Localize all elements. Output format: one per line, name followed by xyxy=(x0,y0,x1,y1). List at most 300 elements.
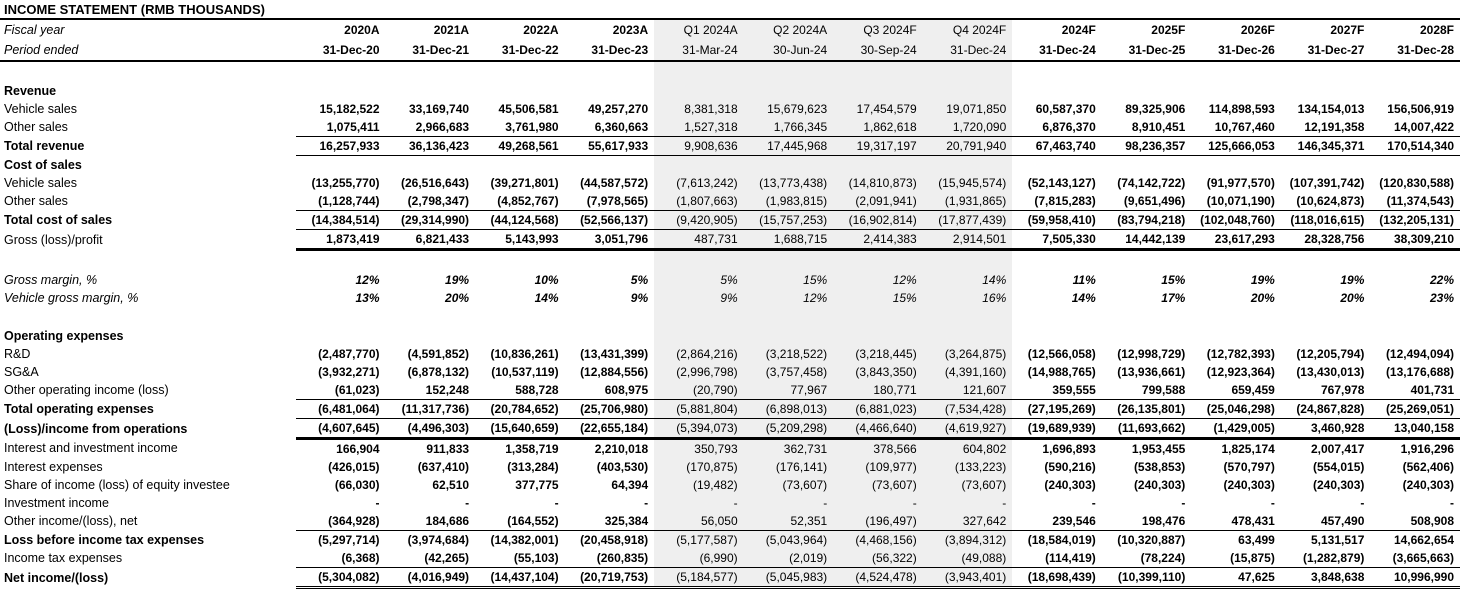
cell-value: (109,977) xyxy=(865,460,917,474)
column-header-date: 31-Mar-24 xyxy=(654,40,744,61)
fiscal-year-row xyxy=(0,20,1460,40)
cell-value xyxy=(296,307,386,327)
cell-value: (7,815,283) xyxy=(1012,192,1102,211)
cell-value xyxy=(1191,327,1281,345)
cell-value: (4,619,927) xyxy=(923,419,1013,439)
cell-value xyxy=(1191,61,1281,82)
cell-value: (538,853) xyxy=(1133,460,1186,474)
column-header-date: 30-Sep-24 xyxy=(833,40,923,61)
cell-value xyxy=(654,307,744,327)
cell-value: 659,459 xyxy=(1191,381,1281,400)
cell-value: (240,303) xyxy=(1313,478,1365,492)
cell-value: (4,591,852) xyxy=(407,347,470,361)
row-label: Interest and investment income xyxy=(4,441,178,456)
cell-value xyxy=(923,156,1013,175)
cell-value: 5,131,517 xyxy=(1310,533,1365,547)
cell-value: 1,873,419 xyxy=(296,230,386,250)
cell-value: (1,807,663) xyxy=(654,192,744,211)
cell-value: 19% xyxy=(1340,273,1365,287)
cell-value: (4,468,156) xyxy=(855,533,917,547)
cell-value xyxy=(1281,307,1371,327)
cell-value: 608,975 xyxy=(565,381,655,400)
cell-value: (240,303) xyxy=(1133,478,1186,492)
cell-value: 22% xyxy=(1429,273,1454,287)
cell-value: 9,908,636 xyxy=(654,137,744,156)
cell-value xyxy=(833,307,923,327)
cell-value xyxy=(565,327,655,345)
cell-value: (3,974,684) xyxy=(407,533,470,547)
cell-value: 362,731 xyxy=(783,442,828,456)
cell-value: 604,802 xyxy=(962,442,1007,456)
column-header-date: 31-Dec-21 xyxy=(386,40,476,61)
column-header-year: 2027F xyxy=(1330,23,1365,37)
cell-value: (91,977,570) xyxy=(1206,176,1275,190)
table-row xyxy=(0,568,1460,588)
cell-value: 12% xyxy=(803,291,828,305)
cell-value: (5,209,298) xyxy=(744,419,834,439)
cell-value: (132,205,131) xyxy=(1370,211,1460,230)
row-label: Share of income (loss) of equity investee xyxy=(4,478,230,492)
table-row xyxy=(0,549,1460,568)
row-label: Investment income xyxy=(4,496,109,510)
cell-value: (403,530) xyxy=(596,460,649,474)
column-header-year: 2021A xyxy=(433,23,470,37)
cell-value: 180,771 xyxy=(833,381,923,400)
cell-value: - xyxy=(554,496,559,510)
cell-value: (570,797) xyxy=(1223,460,1275,474)
cell-value: 1,916,296 xyxy=(1400,442,1454,456)
cell-value: (1,282,879) xyxy=(1281,549,1371,568)
cell-value: 350,793 xyxy=(694,442,738,456)
cell-value: (114,419) xyxy=(1012,549,1102,568)
cell-value xyxy=(923,82,1013,100)
cell-value: (102,048,760) xyxy=(1191,211,1281,230)
cell-value: 19,071,850 xyxy=(946,102,1007,116)
cell-value xyxy=(1281,156,1371,175)
cell-value: 15,182,522 xyxy=(319,102,380,116)
cell-value: (260,835) xyxy=(565,549,655,568)
cell-value: (2,487,770) xyxy=(318,347,380,361)
cell-value: 49,257,270 xyxy=(588,102,649,116)
cell-value: (590,216) xyxy=(1044,460,1096,474)
cell-value: 98,236,357 xyxy=(1102,137,1192,156)
cell-value: - xyxy=(1360,496,1365,510)
cell-value: (637,410) xyxy=(417,460,470,474)
cell-value xyxy=(1370,307,1460,327)
cell-value: - xyxy=(823,496,828,510)
cell-value xyxy=(744,307,834,327)
cell-value: (3,757,458) xyxy=(765,365,828,379)
cell-value xyxy=(1012,82,1102,100)
cell-value xyxy=(565,82,655,100)
cell-value xyxy=(923,61,1013,82)
cell-value: 9% xyxy=(720,291,738,305)
cell-value: (6,990) xyxy=(654,549,744,568)
cell-value xyxy=(386,61,476,82)
cell-value: 121,607 xyxy=(923,381,1013,400)
cell-value xyxy=(475,82,565,100)
cell-value: 77,967 xyxy=(744,381,834,400)
cell-value: 239,546 xyxy=(1012,512,1102,531)
cell-value: (3,894,312) xyxy=(944,533,1007,547)
row-label: Vehicle sales xyxy=(4,102,77,116)
row-label: Other sales xyxy=(4,194,68,209)
cell-value: - xyxy=(1002,496,1007,510)
column-header-date: 31-Dec-26 xyxy=(1191,40,1281,61)
row-label: SG&A xyxy=(4,365,39,379)
row-label xyxy=(0,250,296,272)
cell-value xyxy=(1102,61,1192,82)
cell-value: (6,881,023) xyxy=(833,400,923,419)
cell-value: 56,050 xyxy=(654,512,744,531)
cell-value xyxy=(1191,156,1281,175)
cell-value: 14,442,139 xyxy=(1102,230,1192,250)
cell-value: (26,516,643) xyxy=(401,176,470,190)
cell-value: 49,268,561 xyxy=(475,137,565,156)
cell-value: 14% xyxy=(1071,291,1096,305)
cell-value: 911,833 xyxy=(426,442,470,456)
cell-value xyxy=(923,327,1013,345)
cell-value: (5,177,587) xyxy=(676,533,738,547)
cell-value: (52,566,137) xyxy=(565,211,655,230)
cell-value: (55,103) xyxy=(475,549,565,568)
cell-value: 20% xyxy=(1340,291,1365,305)
cell-value: (12,923,364) xyxy=(1206,365,1275,379)
cell-value: (56,322) xyxy=(833,549,923,568)
column-header-date: 31-Dec-20 xyxy=(296,40,386,61)
cell-value: 8,910,451 xyxy=(1102,118,1192,137)
cell-value: (14,437,104) xyxy=(475,568,565,588)
cell-value: 13,040,158 xyxy=(1370,419,1460,439)
cell-value: 1,696,893 xyxy=(1042,442,1096,456)
cell-value: 14% xyxy=(534,291,559,305)
cell-value: 1,862,618 xyxy=(833,118,923,137)
cell-value: 11% xyxy=(1072,273,1096,287)
cell-value: 63,499 xyxy=(1238,533,1275,547)
cell-value: (15,945,574) xyxy=(938,176,1007,190)
cell-value xyxy=(654,82,744,100)
cell-value xyxy=(1370,61,1460,82)
cell-value: (4,852,767) xyxy=(475,192,565,211)
cell-value: 36,136,423 xyxy=(386,137,476,156)
cell-value xyxy=(923,250,1013,272)
cell-value: 1,358,719 xyxy=(505,442,559,456)
cell-value: 10% xyxy=(534,273,559,287)
row-label: Vehicle sales xyxy=(4,176,77,190)
cell-value: - xyxy=(1270,496,1275,510)
cell-value: (240,303) xyxy=(1044,478,1096,492)
cell-value: (11,317,736) xyxy=(386,400,476,419)
column-header-year: 2028F xyxy=(1419,23,1454,37)
cell-value: 2,210,018 xyxy=(594,442,649,456)
cell-value xyxy=(1281,82,1371,100)
cell-value: (73,607) xyxy=(961,478,1007,492)
cell-value xyxy=(744,250,834,272)
table-row xyxy=(0,363,1460,381)
column-header-year: Q4 2024F xyxy=(952,23,1007,37)
cell-value: 1,720,090 xyxy=(923,118,1013,137)
cell-value: (25,269,051) xyxy=(1370,400,1460,419)
spacer-row xyxy=(0,250,1460,272)
cell-value: (24,867,828) xyxy=(1281,400,1371,419)
cell-value: (49,088) xyxy=(923,549,1013,568)
cell-value: (13,773,438) xyxy=(759,176,828,190)
cell-value: 3,848,638 xyxy=(1281,568,1371,588)
cell-value: 12,191,358 xyxy=(1281,118,1371,137)
cell-value xyxy=(833,250,923,272)
cell-value: 327,642 xyxy=(923,512,1013,531)
cell-value: (1,128,744) xyxy=(296,192,386,211)
cell-value: (1,429,005) xyxy=(1191,419,1281,439)
cell-value xyxy=(1102,250,1192,272)
cell-value: 156,506,919 xyxy=(1387,102,1454,116)
cell-value xyxy=(1102,327,1192,345)
cell-value: (11,693,662) xyxy=(1102,419,1192,439)
cell-value: 2,414,383 xyxy=(833,230,923,250)
column-header-date: 31-Dec-24 xyxy=(1012,40,1102,61)
table-row xyxy=(0,512,1460,531)
cell-value: 1,766,345 xyxy=(744,118,834,137)
cell-value xyxy=(654,156,744,175)
cell-value xyxy=(744,61,834,82)
cell-value: (2,091,941) xyxy=(833,192,923,211)
cell-value xyxy=(744,156,834,175)
cell-value xyxy=(833,327,923,345)
cell-value: - xyxy=(733,496,738,510)
cell-value: 20% xyxy=(445,291,470,305)
column-header-date: 30-Jun-24 xyxy=(744,40,834,61)
row-label: Net income/(loss) xyxy=(4,570,109,585)
cell-value: (83,794,218) xyxy=(1102,211,1192,230)
cell-value: (10,320,887) xyxy=(1117,533,1186,547)
cell-value: 767,978 xyxy=(1281,381,1371,400)
cell-value: 1,825,174 xyxy=(1221,442,1275,456)
cell-value xyxy=(296,250,386,272)
cell-value: (19,689,939) xyxy=(1012,419,1102,439)
column-header-date: 31-Dec-25 xyxy=(1102,40,1192,61)
cell-value: (39,271,801) xyxy=(490,176,559,190)
cell-value: (4,496,303) xyxy=(386,419,476,439)
table-row xyxy=(0,458,1460,476)
table-row xyxy=(0,230,1460,250)
cell-value: 38,309,210 xyxy=(1370,230,1460,250)
cell-value: 588,728 xyxy=(475,381,565,400)
cell-value xyxy=(475,156,565,175)
cell-value: (22,655,184) xyxy=(565,419,655,439)
cell-value: (44,587,572) xyxy=(580,176,649,190)
cell-value xyxy=(654,327,744,345)
column-header-year: Q1 2024A xyxy=(683,23,738,37)
row-label: Total operating expenses xyxy=(4,402,154,416)
cell-value: (4,466,640) xyxy=(833,419,923,439)
cell-value: (562,406) xyxy=(1402,460,1454,474)
column-header-year: 2020A xyxy=(344,23,380,37)
row-label: (Loss)/income from operations xyxy=(4,421,188,436)
cell-value: 170,514,340 xyxy=(1370,137,1460,156)
row-label: Interest expenses xyxy=(4,460,103,474)
row-label: Vehicle gross margin, % xyxy=(4,291,139,305)
cell-value: (196,497) xyxy=(833,512,923,531)
cell-value: 146,345,371 xyxy=(1281,137,1371,156)
cell-value: (20,458,918) xyxy=(580,533,649,547)
table-title: INCOME STATEMENT (RMB THOUSANDS) xyxy=(0,0,1460,20)
cell-value: 17,445,968 xyxy=(744,137,834,156)
cell-value: 2,007,417 xyxy=(1310,442,1365,456)
cell-value xyxy=(565,61,655,82)
cell-value xyxy=(1191,307,1281,327)
period-ended-row xyxy=(0,40,1460,61)
table-row xyxy=(0,211,1460,230)
cell-value: (364,928) xyxy=(296,512,386,531)
cell-value: - xyxy=(1450,496,1454,510)
cell-value: (170,875) xyxy=(686,460,738,474)
cell-value: 378,566 xyxy=(873,442,917,456)
table-row xyxy=(0,82,1460,100)
cell-value: (10,836,261) xyxy=(490,347,559,361)
cell-value: 1,527,318 xyxy=(654,118,744,137)
cell-value: 487,731 xyxy=(654,230,744,250)
table-row xyxy=(0,419,1460,439)
table-row xyxy=(0,118,1460,137)
cell-value xyxy=(1370,250,1460,272)
cell-value xyxy=(386,82,476,100)
cell-value: 62,510 xyxy=(432,478,470,492)
cell-value xyxy=(1281,250,1371,272)
cell-value xyxy=(386,250,476,272)
cell-value xyxy=(1012,307,1102,327)
cell-value xyxy=(1370,82,1460,100)
table-row xyxy=(0,531,1460,550)
cell-value xyxy=(744,82,834,100)
cell-value: - xyxy=(465,496,470,510)
cell-value xyxy=(744,327,834,345)
cell-value: (164,552) xyxy=(475,512,565,531)
cell-value: (27,195,269) xyxy=(1012,400,1102,419)
cell-value xyxy=(475,250,565,272)
cell-value: (13,255,770) xyxy=(311,176,380,190)
cell-value xyxy=(1370,327,1460,345)
row-label: Cost of sales xyxy=(4,157,82,172)
cell-value: (5,043,964) xyxy=(765,533,828,547)
cell-value: (26,135,801) xyxy=(1102,400,1192,419)
cell-value: (3,264,875) xyxy=(944,347,1007,361)
cell-value: (12,494,094) xyxy=(1385,347,1454,361)
cell-value: 64,394 xyxy=(611,478,649,492)
cell-value: 14,662,654 xyxy=(1393,533,1454,547)
fiscal-year-label: Fiscal year xyxy=(4,23,65,37)
cell-value: 7,505,330 xyxy=(1012,230,1102,250)
cell-value: (2,864,216) xyxy=(676,347,738,361)
cell-value xyxy=(923,307,1013,327)
cell-value: 359,555 xyxy=(1012,381,1102,400)
row-label: Other sales xyxy=(4,120,68,135)
cell-value xyxy=(1012,156,1102,175)
table-row xyxy=(0,156,1460,175)
cell-value: 17% xyxy=(1161,291,1186,305)
cell-value xyxy=(475,307,565,327)
table-row xyxy=(0,439,1460,459)
cell-value: 17,454,579 xyxy=(856,102,917,116)
cell-value: - xyxy=(912,496,917,510)
cell-value: (78,224) xyxy=(1102,549,1192,568)
cell-value xyxy=(654,250,744,272)
cell-value xyxy=(1191,82,1281,100)
cell-value: (12,205,794) xyxy=(1296,347,1365,361)
cell-value xyxy=(1012,250,1102,272)
cell-value: (7,613,242) xyxy=(676,176,738,190)
cell-value: 2,914,501 xyxy=(923,230,1013,250)
column-header-date: 31-Dec-28 xyxy=(1370,40,1460,61)
cell-value xyxy=(565,250,655,272)
cell-value: (13,431,399) xyxy=(580,347,649,361)
cell-value: (1,931,865) xyxy=(923,192,1013,211)
cell-value xyxy=(1281,327,1371,345)
cell-value: 16% xyxy=(982,291,1007,305)
column-header-year: 2024F xyxy=(1061,23,1096,37)
row-label: Income tax expenses xyxy=(4,551,123,566)
cell-value: (240,303) xyxy=(1402,478,1454,492)
cell-value: 12% xyxy=(355,273,380,287)
cell-value: 125,666,053 xyxy=(1191,137,1281,156)
cell-value: (5,297,714) xyxy=(318,533,380,547)
table-row xyxy=(0,345,1460,363)
cell-value: 3,761,980 xyxy=(475,118,565,137)
cell-value: (6,898,013) xyxy=(744,400,834,419)
cell-value xyxy=(386,307,476,327)
cell-value: (14,384,514) xyxy=(296,211,386,230)
cell-value: (5,045,983) xyxy=(744,568,834,588)
cell-value: 14,007,422 xyxy=(1370,118,1460,137)
cell-value: (12,998,729) xyxy=(1117,347,1186,361)
cell-value: (6,878,132) xyxy=(407,365,470,379)
cell-value: 166,904 xyxy=(336,442,380,456)
period-ended-label: Period ended xyxy=(0,40,296,61)
cell-value: (20,790) xyxy=(654,381,744,400)
row-label: Revenue xyxy=(4,84,57,98)
cell-value: (11,374,543) xyxy=(1370,192,1460,211)
table-body xyxy=(0,61,1460,588)
cell-value: 3,051,796 xyxy=(565,230,655,250)
cell-value: 20,791,940 xyxy=(923,137,1013,156)
cell-value xyxy=(296,82,386,100)
column-header-year: 2026F xyxy=(1240,23,1275,37)
cell-value: (3,665,663) xyxy=(1370,549,1460,568)
column-header-date: 31-Dec-22 xyxy=(475,40,565,61)
cell-value: 28,328,756 xyxy=(1281,230,1371,250)
cell-value: (14,810,873) xyxy=(848,176,917,190)
cell-value: (133,223) xyxy=(954,460,1007,474)
row-label: Gross margin, % xyxy=(4,273,98,287)
cell-value: (14,382,001) xyxy=(490,533,559,547)
table-row xyxy=(0,327,1460,345)
income-statement-table xyxy=(0,20,1460,589)
cell-value: (107,391,742) xyxy=(1289,176,1365,190)
cell-value xyxy=(833,82,923,100)
table-row xyxy=(0,381,1460,400)
cell-value: (10,624,873) xyxy=(1281,192,1371,211)
cell-value: 23,617,293 xyxy=(1191,230,1281,250)
cell-value xyxy=(1102,82,1192,100)
cell-value xyxy=(1281,61,1371,82)
cell-value: 2,966,683 xyxy=(386,118,476,137)
cell-value: (4,607,645) xyxy=(296,419,386,439)
table-row xyxy=(0,476,1460,494)
cell-value: 15% xyxy=(803,273,828,287)
cell-value: (10,071,190) xyxy=(1191,192,1281,211)
cell-value xyxy=(1191,250,1281,272)
cell-value: 152,248 xyxy=(386,381,476,400)
cell-value xyxy=(475,61,565,82)
